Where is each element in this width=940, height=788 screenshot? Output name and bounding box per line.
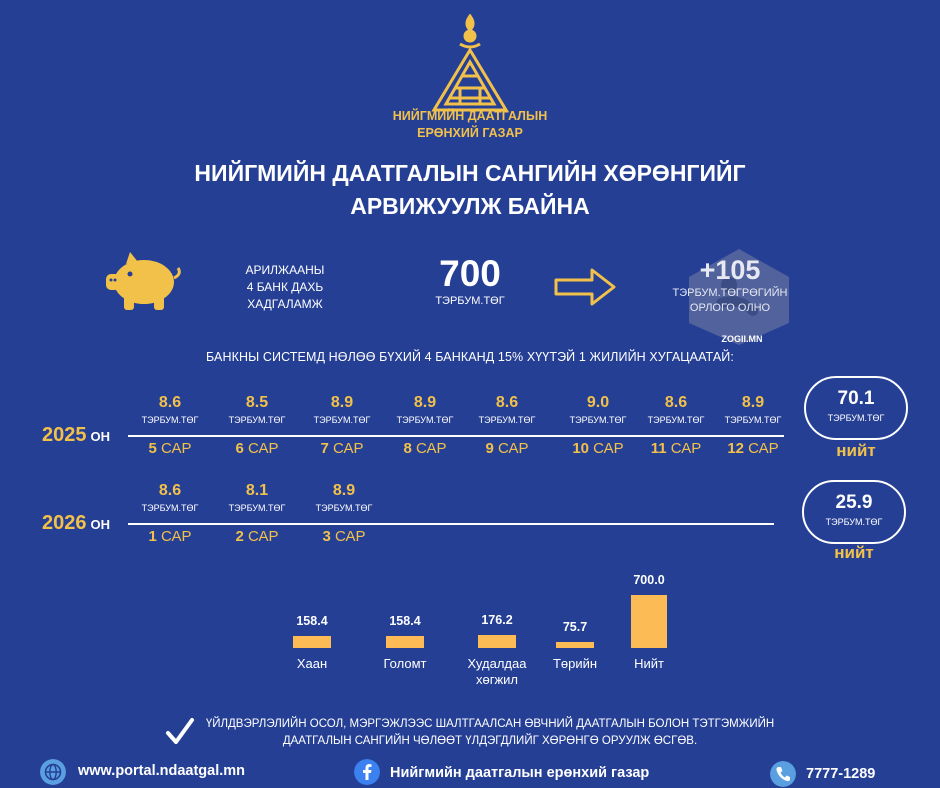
month-number: 7 [320,440,333,457]
chart-value-label: 700.0 [633,573,665,587]
month-value: 8.9 [741,394,765,411]
month-number: 10 [572,440,594,457]
chart-value-label: 176.2 [481,612,513,627]
month-unit: ТЭРБУМ.ТӨГ [141,415,199,425]
month-suffix: САР [748,440,779,457]
month-number: 5 [148,440,161,457]
month-value: 8.9 [330,394,354,411]
month-suffix: САР [670,440,702,457]
month-value: 8.6 [495,394,519,411]
note-line1: ҮЙЛДВЭРЛЭЛИЙН ОСОЛ, МЭРГЭЖЛЭЭС ШАЛТГААЛСАН ӨВЧНИЙ ДААТГАЛЫН БОЛОН ТЭТГЭМЖИЙН [205,718,775,730]
month-suffix: САР [593,440,624,457]
chart-category-line: Нийт [634,656,664,671]
month-suffix: САР [416,440,447,457]
globe-icon [40,759,66,785]
deposit-amount: 700 [439,253,501,294]
chart-value-label: 158.4 [389,614,421,628]
website-link[interactable]: www.portal.ndaatgal.mn [78,763,246,779]
checkmark-icon [165,716,195,746]
month-number: 9 [485,440,498,457]
org-name-line2: ЕРӨНХИЙ ГАЗАР [417,126,523,140]
watermark-text: ZOGII.MN [721,334,763,344]
phone-icon [770,761,796,787]
chart-bar [556,642,594,648]
month-suffix: САР [333,440,364,457]
month-suffix: САР [248,440,279,457]
total-2025-value: 70.1 [837,388,875,409]
year-2025-number: 2025 [42,424,87,446]
month-unit: ТЭРБУМ.ТӨГ [569,415,627,425]
month-value: 8.9 [332,482,356,499]
month-value: 8.6 [158,394,182,411]
month-label [713,440,793,457]
month-label [385,440,465,457]
month-unit: ТЭРБУМ.ТӨГ [478,415,536,425]
month-number: 1 [148,528,161,545]
month-number: 6 [235,440,248,457]
month-unit: ТЭРБУМ.ТӨГ [228,503,286,513]
month-unit: ТЭРБУМ.ТӨГ [647,415,705,425]
chart-bar [386,636,424,648]
month-label [636,440,716,457]
income-label-line1: ТЭРБУМ.ТӨГРӨГИЙН [672,287,788,299]
chart-category-label [272,656,352,672]
month-number: 3 [322,528,335,545]
month-unit: ТЭРБУМ.ТӨГ [724,415,782,425]
total-2026-box [802,480,906,544]
month-value: 8.5 [245,394,269,411]
month-unit: ТЭРБУМ.ТӨГ [313,415,371,425]
chart-value-label: 158.4 [296,614,328,628]
chart-category-label [609,656,689,672]
year-2025-label [42,424,110,447]
page-title-line2: АРВИЖУУЛЖ БАЙНА [350,193,590,219]
page-title [0,157,940,223]
page-title-line1: НИЙГМИЙН ДААТГАЛЫН САНГИЙН ХӨРӨНГИЙГ [194,160,746,186]
year-2026-number: 2026 [42,512,87,534]
chart-bar [478,635,516,648]
month-number: 12 [727,440,749,457]
phone-number[interactable]: 7777-1289 [806,766,876,782]
month-value: 8.6 [664,394,688,411]
month-suffix: САР [248,528,279,545]
month-suffix: САР [161,528,192,545]
org-name-line1: НИЙГМИЙН ДААТГАЛЫН [392,109,548,123]
chart-bar [293,636,331,648]
total-2026-unit: ТЭРБУМ.ТӨГ [825,517,883,527]
note-line2: ДААТГАЛЫН САНГИЙН ЧӨЛӨӨТ ҮЛДЭГДЛИЙГ ХӨРӨНГӨ ОРУУЛЖ ӨСГӨВ. [282,735,698,747]
timeline-2025-line [128,435,784,437]
year-2026-label [42,512,110,535]
arrow-right-icon [554,268,616,306]
piggy-bank-icon [104,250,182,312]
month-unit: ТЭРБУМ.ТӨГ [315,503,373,513]
chart-value-label: 75.7 [562,620,588,635]
total-2025-label: нийт [836,441,876,460]
month-unit: ТЭРБУМ.ТӨГ [228,415,286,425]
deposit-label [220,262,350,313]
deposit-unit: ТЭРБУМ.ТӨГ [435,295,505,307]
month-value: 8.9 [413,394,437,411]
note-text [200,716,780,750]
income-label-line2: ОРЛОГО ОЛНО [689,302,771,314]
total-2026-value: 25.9 [835,492,873,513]
month-value: 8.6 [158,482,182,499]
deposit-label-line2: 4 БАНК ДАХЬ [246,280,324,294]
timeline-2026-line [128,523,774,525]
income-amount: +105 [699,255,761,285]
chart-category-label [457,656,537,688]
year-2025-suffix: ОН [90,429,110,444]
ndaatgal-logo [420,14,520,114]
month-label [558,440,638,457]
year-2026-suffix: ОН [90,517,110,532]
chart-bar [631,595,667,648]
month-unit: ТЭРБУМ.ТӨГ [396,415,454,425]
chart-category-line: хөгжил [475,672,518,687]
total-2025-box [804,376,908,440]
chart-category-line: Худалдаа [467,656,527,671]
month-number: 2 [235,528,248,545]
month-unit: ТЭРБУМ.ТӨГ [141,503,199,513]
month-value: 8.1 [245,482,269,499]
month-label [130,528,210,545]
chart-category-line: Хаан [296,656,328,671]
chart-category-label [535,656,615,672]
month-label [217,528,297,545]
total-2025-unit: ТЭРБУМ.ТӨГ [827,413,885,423]
month-label [467,440,547,457]
month-value: 9.0 [586,394,610,411]
facebook-link[interactable]: Нийгмийн даатгалын ерөнхий газар [390,765,650,781]
chart-category-line: Төрийн [552,656,598,671]
month-suffix: САР [161,440,192,457]
month-label [130,440,210,457]
chart-category-label [365,656,445,672]
terms-subtitle: БАНКНЫ СИСТЕМД НӨЛӨӨ БҮХИЙ 4 БАНКАНД 15% ХҮҮТЭЙ 1 ЖИЛИЙН ХУГАЦААТАЙ: [206,350,734,364]
month-label [217,440,297,457]
month-label [302,440,382,457]
month-label [304,528,384,545]
chart-category-line: Голомт [383,656,427,671]
month-suffix: САР [498,440,529,457]
total-2026-label: нийт [834,543,874,562]
month-suffix: САР [335,528,366,545]
month-number: 8 [403,440,416,457]
month-number: 11 [650,440,671,457]
deposit-label-line3: ХАДГАЛАМЖ [247,297,323,311]
facebook-icon [354,759,380,785]
deposit-label-line1: АРИЛЖААНЫ [245,263,325,277]
